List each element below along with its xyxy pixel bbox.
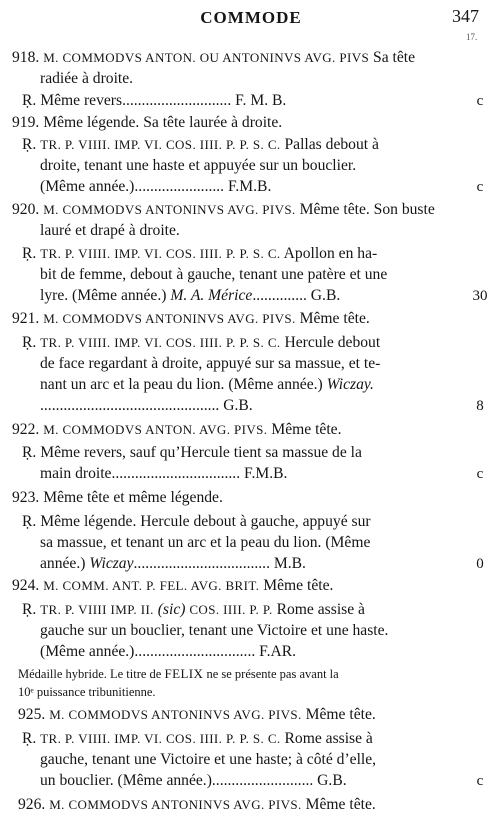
- entry-919: 919. Même légende. Sa tête laurée à droite.: [12, 114, 283, 131]
- coin-legend: TR. P. VIIII IMP. II.: [40, 602, 154, 617]
- corner-mark: 17.: [466, 32, 478, 42]
- collection-name: Wiczay.: [326, 376, 374, 393]
- coin-legend: M. COMMODVS ANTONINVS AVG. PIVS.: [49, 707, 302, 722]
- reverse-line: Ṛ. Même revers, sauf qu’Hercule tient sa massue de la: [22, 444, 362, 461]
- price: M.B.: [273, 555, 306, 572]
- description-cont: (Même année.)....................... F.M.B.: [40, 178, 272, 195]
- reverse-line: Ṛ. Même légende. Hercule debout à gauche, appuyé sur: [22, 513, 371, 530]
- footnote: Médaille hybride. Le titre de FELIX ne se présente pas avant la: [18, 666, 339, 681]
- reverse-mark: Ṛ.: [22, 601, 37, 618]
- rarity: c: [476, 179, 484, 195]
- coin-legend: M. COMMODVS ANTON. OU ANTONINVS AVG. PIVS: [43, 50, 370, 65]
- reverse-mark: Ṛ.: [22, 444, 37, 461]
- collection-name: Wiczay: [89, 555, 134, 572]
- entry-number: 921.: [12, 310, 40, 327]
- description-cont: nant un arc et la peau du lion. (Même année.) Wiczay.: [40, 376, 374, 393]
- entry-920: 920. M. COMMODVS ANTONINVS AVG. PIVS. Même tête. Son buste: [12, 201, 435, 218]
- entry-921: 921. M. COMMODVS ANTONINVS AVG. PIVS. Même tête.: [12, 310, 370, 327]
- entry-number: 918.: [12, 49, 40, 66]
- reverse-mark: Ṛ.: [22, 92, 37, 109]
- entry-926: 926. M. COMMODVS ANTONINVS AVG. PIVS. Même tête.: [18, 796, 376, 813]
- reverse-mark: Ṛ.: [22, 245, 37, 262]
- entry-number: 919.: [12, 114, 40, 131]
- entry-923: 923. Même tête et même légende.: [12, 489, 223, 506]
- sic-note: (sic): [157, 601, 186, 618]
- leader-dots: ...............................: [134, 643, 256, 660]
- price: F.M.B.: [227, 178, 272, 195]
- price: F.AR.: [259, 643, 297, 660]
- description-cont: droite, tenant une haste et appuyée sur un bouclier.: [40, 157, 357, 174]
- entry-number: 922.: [12, 421, 40, 438]
- coin-legend-cont: COS. IIII. P. P.: [189, 602, 273, 617]
- footnote-cont: 10ᵉ puissance tribunitienne.: [18, 685, 156, 699]
- leader-dots: .......................: [134, 178, 225, 195]
- reverse-line: Ṛ. TR. P. VIIII. IMP. VI. COS. IIII. P. P. S. C. Apollon en ha-: [22, 245, 378, 262]
- leader-dots: ..............: [252, 287, 307, 304]
- entry-924: 924. M. COMM. ANT. P. FEL. AVG. BRIT. Même tête.: [12, 577, 334, 594]
- entry-number: 925.: [18, 706, 46, 723]
- reverse-line: Ṛ. TR. P. VIIII. IMP. VI. COS. IIII. P. P. S. C. Rome assise à: [22, 730, 373, 747]
- reverse-line: Ṛ. TR. P. VIIII. IMP. VI. COS. IIII. P. P. S. C. Hercule debout: [22, 334, 381, 351]
- coin-legend: M. COMMODVS ANTONINVS AVG. PIVS.: [43, 202, 296, 217]
- description-cont: gauche, tenant une Victoire et une haste; à côté d’elle,: [40, 751, 377, 768]
- coin-legend: TR. P. VIIII. IMP. VI. COS. IIII. P. P. S. C.: [40, 246, 281, 261]
- rarity: c: [476, 466, 484, 482]
- collection-name: M. A. Mérice: [170, 287, 253, 304]
- description-cont: bit de femme, debout à gauche, tenant une patère et une: [40, 266, 388, 283]
- leader-dots: ............................: [122, 92, 232, 109]
- reverse-mark: Ṛ.: [22, 513, 37, 530]
- rarity: 8: [476, 398, 484, 414]
- reverse-line: Ṛ. Même revers............................ F. M. B.: [22, 92, 287, 109]
- description-cont: main droite................................. F.M.B.: [40, 465, 288, 482]
- entry-922: 922. M. COMMODVS ANTON. AVG. PIVS. Même tête.: [12, 421, 342, 438]
- description-cont: (Même année.)............................... F.AR.: [40, 643, 297, 660]
- rarity: c: [476, 93, 484, 109]
- rarity: c: [476, 773, 484, 789]
- price: G.B.: [310, 287, 341, 304]
- price: G.B.: [223, 397, 253, 414]
- entry-number: 920.: [12, 201, 40, 218]
- coin-legend: TR. P. VIIII. IMP. VI. COS. IIII. P. P. S. C.: [40, 335, 281, 350]
- leader-dots: .................................: [111, 465, 241, 482]
- description-cont: lyre. (Même année.) M. A. Mérice.............. G.B.: [40, 287, 341, 304]
- price: F. M. B.: [235, 92, 287, 109]
- coin-legend: TR. P. VIIII. IMP. VI. COS. IIII. P. P. S. C.: [40, 731, 281, 746]
- description-cont: un bouclier. (Même année.).......................... G.B.: [40, 772, 347, 789]
- leader-dots: ...................................: [133, 555, 270, 572]
- reverse-mark: Ṛ.: [22, 136, 37, 153]
- description-cont: sa massue, et tenant un arc et la peau du lion. (Même: [40, 534, 371, 551]
- price: G.B.: [317, 772, 347, 789]
- leader-dots: ..........................: [211, 772, 314, 789]
- rarity: 0: [476, 556, 484, 572]
- price: F.M.B.: [244, 465, 288, 482]
- description-cont: gauche sur un bouclier, tenant une Victoire et une haste.: [40, 622, 389, 639]
- description-cont: de face regardant à droite, appuyé sur sa massue, et te-: [40, 355, 381, 372]
- running-title: COMMODE: [200, 8, 302, 27]
- reverse-line: Ṛ. TR. P. VIIII. IMP. VI. COS. IIII. P. P. S. C. Pallas debout à: [22, 136, 379, 153]
- coin-legend: TR. P. VIIII. IMP. VI. COS. IIII. P. P. S. C.: [40, 137, 281, 152]
- leader-dots: ..............................................: [40, 397, 220, 414]
- entry-number: 924.: [12, 577, 40, 594]
- description-cont: année.) Wiczay................................... M.B.: [40, 555, 306, 572]
- entry-number: 926.: [18, 796, 46, 813]
- rarity: 30: [472, 288, 488, 304]
- page-number: 347: [452, 6, 479, 26]
- entry-925: 925. M. COMMODVS ANTONINVS AVG. PIVS. Même tête.: [18, 706, 376, 723]
- coin-legend: M. COMMODVS ANTONINVS AVG. PIVS.: [43, 311, 296, 326]
- description-cont: lauré et drapé à droite.: [40, 222, 180, 239]
- reverse-mark: Ṛ.: [22, 730, 37, 747]
- description-cont: [40, 396, 253, 416]
- reverse-line: Ṛ. TR. P. VIIII IMP. II. (sic) COS. IIII. P. P. Rome assise à: [22, 601, 365, 618]
- description-cont: radiée à droite.: [40, 70, 134, 87]
- entry-918: [12, 48, 415, 68]
- coin-legend: M. COMM. ANT. P. FEL. AVG. BRIT.: [43, 578, 260, 593]
- reverse-mark: Ṛ.: [22, 334, 37, 351]
- entry-number: 923.: [12, 489, 40, 506]
- coin-legend: M. COMMODVS ANTON. AVG. PIVS.: [43, 422, 268, 437]
- coin-legend: M. COMMODVS ANTONINVS AVG. PIVS.: [49, 797, 302, 812]
- description: Sa tête: [373, 49, 416, 66]
